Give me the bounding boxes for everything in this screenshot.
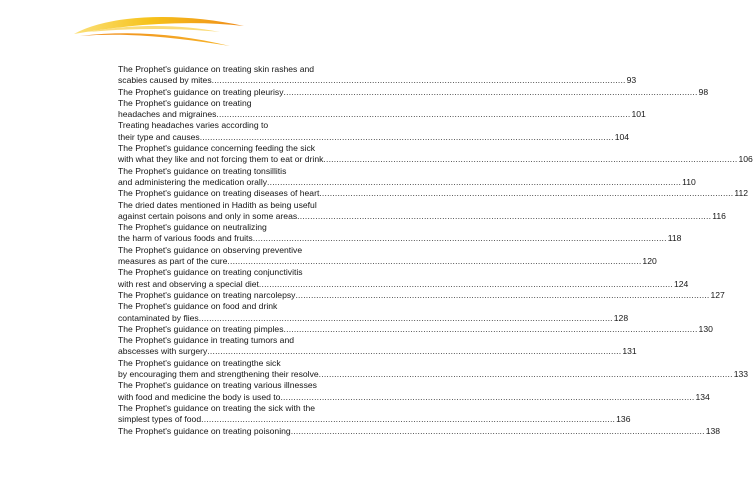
toc-leader-dots: ................................................................................................................................................................ bbox=[211, 75, 626, 86]
toc-page-number: 124 bbox=[673, 278, 689, 289]
toc-entry-last-line bbox=[118, 323, 713, 335]
toc-leader-dots: ................................................................................................................................................................ bbox=[318, 369, 733, 380]
toc-entry-last-line bbox=[118, 289, 725, 301]
toc-entry-text: with what they like and not forcing them to eat or drink bbox=[118, 154, 324, 165]
toc-leader-dots: ................................................................................................................................................................ bbox=[216, 109, 631, 120]
toc-page-number: 98 bbox=[698, 86, 709, 97]
toc-entry-text: The Prophet's guidance in treating tumors and bbox=[118, 335, 295, 346]
toc-entry-text: The Prophet's guidance on treatingthe sick bbox=[118, 357, 281, 368]
toc-leader-dots: ................................................................................................................................................................ bbox=[199, 131, 614, 142]
toc-page-number: 118 bbox=[667, 233, 682, 244]
toc-entry-last-line bbox=[118, 233, 682, 244]
toc-entry-last-line bbox=[118, 154, 753, 165]
toc-entry-text: measures as part of the cure bbox=[118, 256, 228, 267]
toc-entry-text: their type and causes bbox=[118, 131, 200, 142]
decorative-swoosh-icon bbox=[70, 10, 245, 50]
toc-entry-text: with food and medicine the body is used to bbox=[118, 391, 281, 402]
toc-page-number: 133 bbox=[733, 369, 749, 380]
toc-entry-last-line bbox=[118, 176, 696, 188]
toc-page-number: 138 bbox=[705, 425, 721, 436]
toc-entry bbox=[118, 335, 637, 358]
toc-leader-dots: ................................................................................................................................................................ bbox=[198, 312, 613, 323]
toc-page-number: 128 bbox=[613, 312, 629, 323]
toc-page-number: 112 bbox=[734, 188, 749, 199]
toc-entry-last-line bbox=[118, 278, 689, 290]
toc-page-number: 101 bbox=[631, 109, 646, 120]
toc-page-number: 110 bbox=[682, 176, 696, 187]
toc-entry bbox=[118, 301, 629, 324]
toc-entry-last-line bbox=[118, 109, 646, 120]
toc-entry-text: contaminated by flies bbox=[118, 312, 199, 323]
toc-entry-last-line bbox=[118, 414, 631, 425]
toc-entry bbox=[118, 425, 721, 437]
toc-entry-text: The Prophet's guidance on treating skin rashes and bbox=[118, 64, 315, 74]
toc-entry-last-line bbox=[118, 188, 749, 199]
toc-entry-last-line bbox=[118, 369, 749, 380]
toc-entry-text: The Prophet's guidance on food and drink bbox=[118, 301, 278, 312]
toc-page-number: 134 bbox=[695, 391, 710, 402]
toc-page-number: 104 bbox=[614, 131, 630, 142]
toc-entry-last-line bbox=[118, 131, 630, 143]
toc-entry bbox=[118, 380, 710, 403]
toc-entry bbox=[118, 120, 630, 143]
toc-entry-last-line bbox=[118, 210, 726, 222]
toc-entry-text: against certain poisons and only in some areas bbox=[118, 210, 298, 221]
toc-entry-last-line bbox=[118, 425, 721, 437]
toc-entry-last-line bbox=[118, 75, 637, 86]
toc-entry-text: The Prophet's guidance on neutralizing bbox=[118, 222, 267, 233]
toc-entry-text: The Prophet's guidance on treating the sick with the bbox=[118, 402, 316, 413]
toc-entry-text: The Prophet's guidance on treating narcolepsy bbox=[118, 289, 296, 300]
toc-entry bbox=[118, 267, 689, 290]
toc-entry bbox=[118, 86, 709, 98]
toc-leader-dots: ................................................................................................................................................................ bbox=[227, 256, 642, 267]
table-of-contents bbox=[118, 64, 753, 437]
toc-page-number: 116 bbox=[712, 210, 726, 221]
toc-entry-text: Treating headaches varies according to bbox=[118, 120, 269, 131]
toc-leader-dots: ................................................................................................................................................................ bbox=[283, 323, 698, 334]
toc-entry-text: The Prophet's guidance on treating various illnesses bbox=[118, 380, 317, 391]
toc-page-number: 120 bbox=[642, 256, 657, 267]
toc-entry-text: The Prophet's guidance concerning feeding the sick bbox=[118, 143, 316, 154]
toc-entry bbox=[118, 143, 753, 166]
toc-entry bbox=[118, 244, 657, 268]
toc-entry-last-line bbox=[118, 86, 709, 98]
toc-entry-text: The Prophet's guidance on treating pimples bbox=[118, 323, 284, 334]
toc-entry-text: the harm of various foods and fruits bbox=[118, 233, 253, 244]
toc-leader-dots: ................................................................................................................................................................ bbox=[323, 154, 738, 165]
toc-entry bbox=[118, 323, 713, 335]
toc-leader-dots: ................................................................................................................................................................ bbox=[252, 233, 667, 244]
toc-entry-text: scabies caused by mites bbox=[118, 75, 212, 86]
toc-entry bbox=[118, 222, 682, 245]
toc-entry-text: The Prophet's guidance on treating tonsillitis bbox=[118, 165, 287, 176]
toc-entry bbox=[118, 97, 646, 121]
toc-entry-text: headaches and migraines bbox=[118, 109, 217, 120]
toc-leader-dots: ................................................................................................................................................................ bbox=[280, 391, 695, 402]
toc-entry-last-line bbox=[118, 346, 637, 357]
toc-leader-dots: ................................................................................................................................................................ bbox=[267, 176, 682, 187]
toc-leader-dots: ................................................................................................................................................................ bbox=[207, 346, 622, 357]
toc-page-number: 131 bbox=[622, 346, 637, 357]
toc-leader-dots: ................................................................................................................................................................ bbox=[297, 210, 712, 221]
toc-entry bbox=[118, 199, 726, 223]
toc-entry-text: The dried dates mentioned in Hadith as being useful bbox=[118, 199, 317, 210]
toc-entry-text: The Prophet's guidance on treating pleurisy bbox=[118, 86, 284, 97]
toc-leader-dots: ................................................................................................................................................................ bbox=[295, 289, 710, 300]
toc-entry-text: abscesses with surgery bbox=[118, 346, 208, 357]
toc-entry-text: The Prophet's guidance on treating diseases of heart bbox=[118, 188, 320, 199]
toc-leader-dots: ................................................................................................................................................................ bbox=[283, 86, 698, 97]
toc-page-number: 127 bbox=[710, 289, 725, 300]
toc-entry-text: The Prophet's guidance on treating conjunctivitis bbox=[118, 267, 303, 278]
toc-leader-dots: ................................................................................................................................................................ bbox=[201, 414, 616, 425]
toc-entry-last-line bbox=[118, 256, 657, 267]
toc-page-number: 130 bbox=[698, 323, 713, 334]
toc-entry-text: The Prophet's guidance on observing preventive bbox=[118, 244, 303, 255]
toc-page-number: 136 bbox=[616, 414, 631, 425]
toc-entry-last-line bbox=[118, 391, 710, 403]
toc-entry-text: The Prophet's guidance on treating poisoning bbox=[118, 425, 291, 436]
toc-entry-text: with rest and observing a special diet bbox=[118, 278, 259, 289]
toc-entry bbox=[118, 357, 749, 381]
toc-leader-dots: ................................................................................................................................................................ bbox=[258, 278, 673, 289]
toc-entry-text: and administering the medication orally bbox=[118, 176, 268, 187]
toc-entry bbox=[118, 165, 696, 189]
toc-entry-text: simplest types of food bbox=[118, 414, 202, 425]
toc-entry bbox=[118, 188, 749, 199]
toc-entry-text: The Prophet's guidance on treating bbox=[118, 97, 252, 108]
toc-leader-dots: ................................................................................................................................................................ bbox=[319, 188, 734, 199]
toc-page-number: 93 bbox=[626, 75, 637, 86]
toc-entry bbox=[118, 289, 725, 301]
toc-entry-text: by encouraging them and strengthening their resolve bbox=[118, 369, 319, 380]
toc-page-number: 106 bbox=[738, 154, 753, 165]
toc-entry bbox=[118, 402, 631, 426]
toc-leader-dots: ................................................................................................................................................................ bbox=[290, 425, 705, 436]
toc-entry-last-line bbox=[118, 312, 629, 324]
toc-entry bbox=[118, 64, 637, 87]
